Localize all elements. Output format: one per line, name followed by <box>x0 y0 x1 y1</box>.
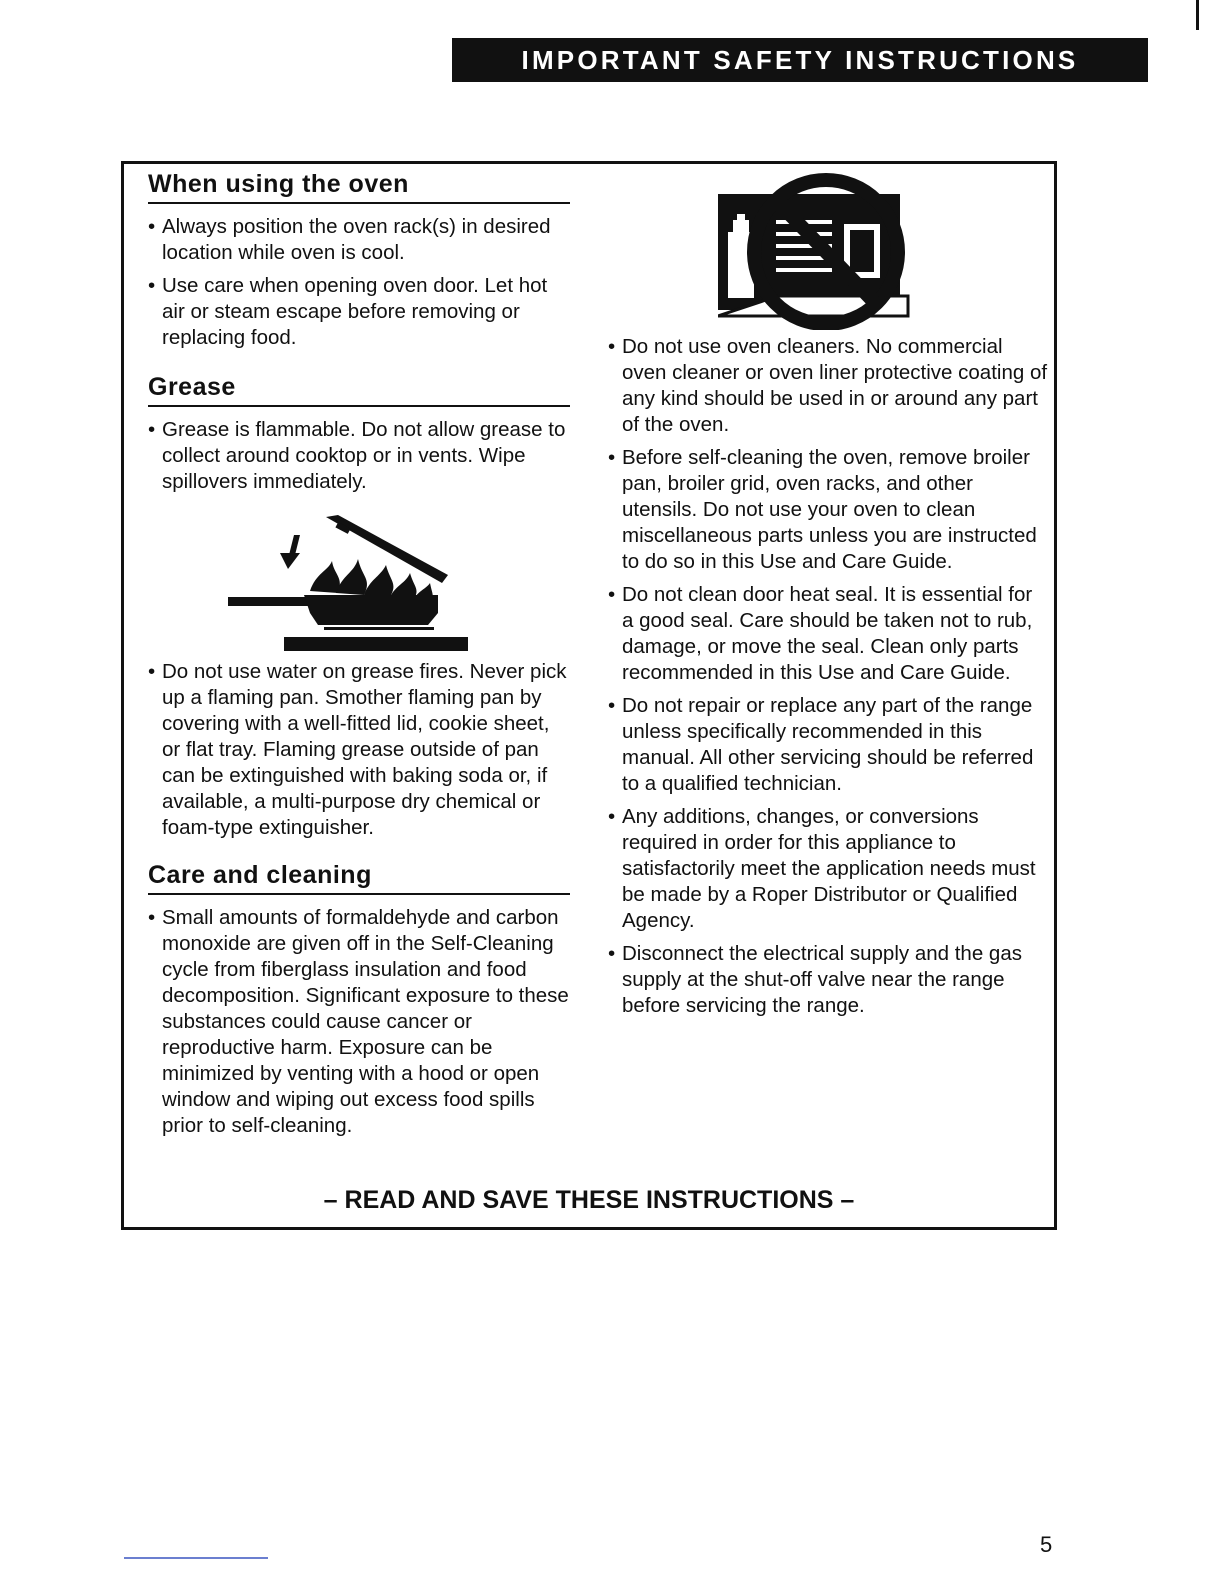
list-item: • Always position the oven rack(s) in desired location while oven is cool. <box>148 214 570 266</box>
corner-mark <box>1196 0 1199 30</box>
list-item: • Before self-cleaning the oven, remove broiler pan, broiler grid, oven racks, and other utensils. Do not use your oven to clean miscellaneous parts unless you are instructed to do so in this Use and Care Guide. <box>608 445 1048 575</box>
read-and-save-note: – READ AND SAVE THESE INSTRUCTIONS – <box>323 1186 855 1214</box>
list-item: • Do not clean door heat seal. It is essential for a good seal. Care should be taken not to rub, damage, or move the seal. Clean only parts recommended in this Use and Care Guide. <box>608 582 1048 686</box>
list-item: • Use care when opening oven door. Let hot air or steam escape before removing or replacing food. <box>148 273 570 351</box>
list-item: • Small amounts of formaldehyde and carbon monoxide are given off in the Self-Cleaning cycle from fiberglass insulation and food decomposition. Significant exposure to these substances could cause cancer or reproductive harm. Exposure can be minimized by venting with a hood or open window and wiping out excess food spills prior to self-cleaning. <box>148 905 570 1139</box>
section-heading-grease: Grease <box>148 373 570 407</box>
left-column <box>148 170 570 1146</box>
list-item: • Grease is flammable. Do not allow grease to collect around cooktop or in vents. Wipe spillovers immediately. <box>148 417 570 495</box>
section-heading-care: Care and cleaning <box>148 861 570 895</box>
no-oven-cleaner-icon <box>718 170 918 330</box>
list-item: • Disconnect the electrical supply and the gas supply at the shut-off valve near the range before servicing the range. <box>608 941 1048 1019</box>
section-heading-oven: When using the oven <box>148 170 570 204</box>
bottom-edge-line <box>124 1557 268 1559</box>
list-item: • Do not use water on grease fires. Never pick up a flaming pan. Smother flaming pan by covering with a well-fitted lid, cookie sheet, or flat tray. Flaming grease outside of pan can be extinguished with baking soda or, if available, a multi-purpose dry chemical or foam-type extinguisher. <box>148 659 570 841</box>
page-number: 5 <box>1040 1532 1053 1557</box>
flaming-pan-lid-icon <box>228 513 478 653</box>
list-item: • Do not use oven cleaners. No commercial oven cleaner or oven liner protective coating of any kind should be used in or around any part of the oven. <box>608 334 1048 438</box>
list-item: • Any additions, changes, or conversions required in order for this appliance to satisfactorily meet the application needs must be made by a Roper Distributor or Qualified Agency. <box>608 804 1048 934</box>
page-header-banner: IMPORTANT SAFETY INSTRUCTIONS <box>452 38 1148 82</box>
right-column <box>608 170 1048 1026</box>
list-item: • Do not repair or replace any part of the range unless specifically recommended in this manual. All other servicing should be referred to a qualified technician. <box>608 693 1048 797</box>
